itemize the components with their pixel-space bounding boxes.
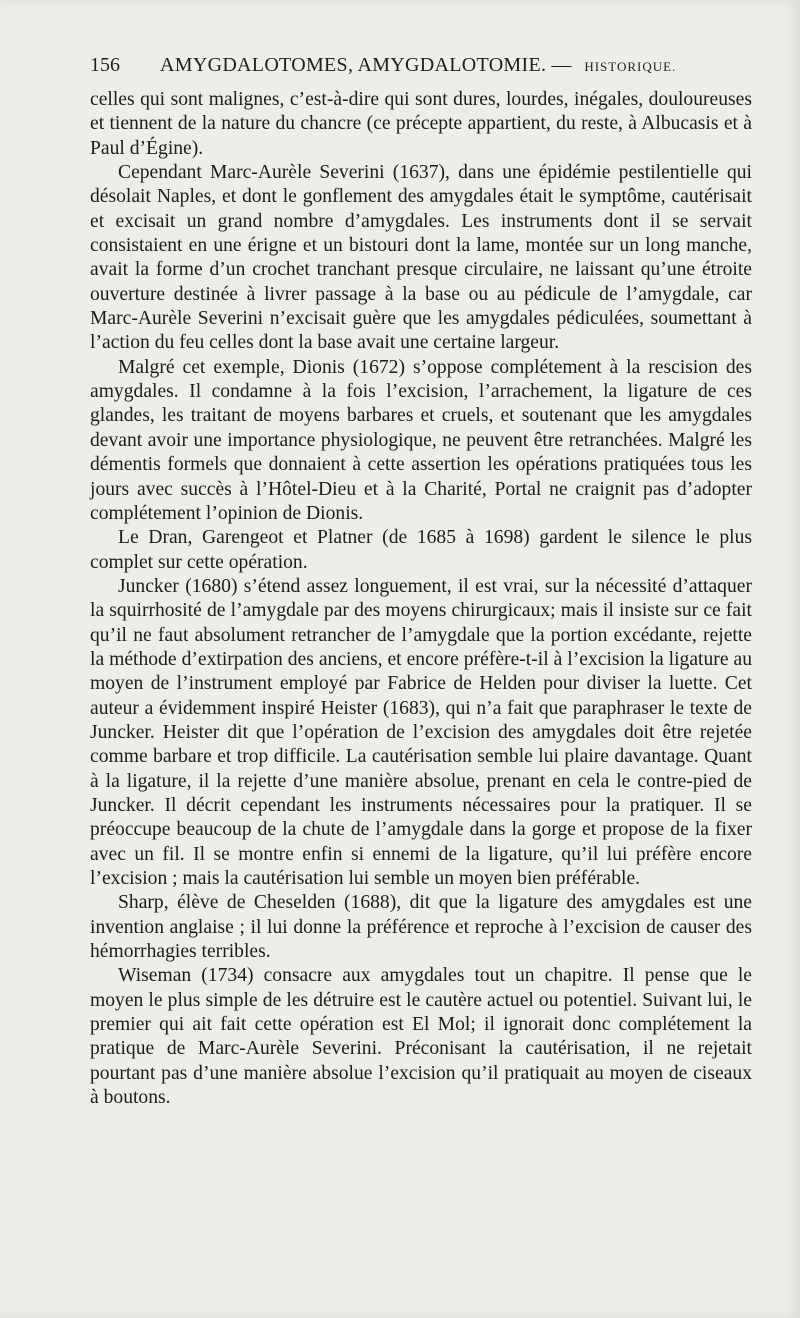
running-head (90, 54, 750, 77)
paragraph: Sharp, élève de Cheselden (1688), dit que la ligature des amygdales est une invention anglaise ; il lui donne la préférence et reproche à l’excision de causer des hémorrhagies terribles. (90, 892, 752, 963)
running-title: AMYGDALOTOMES, AMYGDALOTOMIE. (160, 54, 547, 76)
page-number: 156 (90, 54, 120, 76)
body-text (90, 88, 752, 1110)
section-label: HISTORIQUE. (584, 59, 677, 74)
paragraph: Le Dran, Garengeot et Platner (de 1685 à 1698) gardent le silence le plus complet sur cette opération. (90, 527, 752, 573)
paragraph: Cependant Marc-Aurèle Severini (1637), dans une épidémie pestilentielle qui désolait Naples, et dont le gonflement des amygdales était le symptôme, cautérisait et excisait un grand nombre d’amygdales. Les instruments dont il se servait consistaient en une érigne et un bistouri dont la lame, montée sur un long manche, avait la forme d’un crochet tranchant presque circulaire, ne laissant qu’une étroite ouverture destinée à livrer passage à la base ou au pédicule de l’amygdale, car Marc-Aurèle Severini n’excisait guère que les amygdales pédiculées, soumettant à l’action du feu celles dont la base avait une certaine largeur. (90, 162, 752, 354)
paragraph: Malgré cet exemple, Dionis (1672) s’oppose complétement à la rescision des amygdales. Il condamne à la fois l’excision, l’arrachement, la ligature de ces glandes, les traitant de moyens barbares et cruels, et soutenant que les amygdales devant avoir une importance physiologique, ne peuvent être retranchées. Malgré les démentis formels que donnaient à cette assertion les opérations pratiquées tous les jours avec succès à l’Hôtel-Dieu et à la Charité, Portal ne craignit pas d’adopter complétement l’opinion de Dionis. (90, 356, 752, 524)
paragraph: Juncker (1680) s’étend assez longuement, il est vrai, sur la nécessité d’attaquer la squirrhosité de l’amygdale par des moyens chirurgicaux; mais il insiste sur ce fait qu’il ne faut absolument retrancher de l’amygdale que la portion excédante, rejette la méthode d’extirpation des anciens, et encore préfère-t-il à l’excision la ligature au moyen de l’instrument employé par Fabrice de Helden pour diviser la luette. Cet auteur a évidemment inspiré Heister (1683), qui n’a fait que paraphraser le texte de Juncker. Heister dit que l’opération de l’excision des amygdales doit être rejetée comme barbare et trop difficile. La cautérisation semble lui plaire davantage. Quant à la ligature, il la rejette d’une manière absolue, prenant en cela le contre-pied de Juncker. Il décrit cependant les instruments nécessaires pour la pratiquer. Il se préoccupe beaucoup de la chute de l’amygdale dans la gorge et propose de la fixer avec un fil. Il se montre enfin si ennemi de la ligature, qu’il lui préfère encore l’excision ; mais la cautérisation lui semble un moyen bien préférable. (90, 575, 752, 889)
paragraph: Wiseman (1734) consacre aux amygdales tout un chapitre. Il pense que le moyen le plus simple de les détruire est le cautère actuel ou potentiel. Suivant lui, le premier qui ait fait cette opération est El Mol; il ignorait donc complétement la pratique de Marc-Aurèle Severini. Préconisant la cautérisation, il ne rejetait pourtant pas d’une manière absolue l’excision qu’il pratiquait au moyen de ciseaux à boutons. (90, 965, 752, 1109)
header-dash: — (551, 54, 572, 76)
paragraph: celles qui sont malignes, c’est-à-dire qui sont dures, lourdes, inégales, douloureuses et tiennent de la nature du chancre (ce précepte appartient, du reste, à Albucasis et à Paul d’Égine). (90, 89, 752, 159)
